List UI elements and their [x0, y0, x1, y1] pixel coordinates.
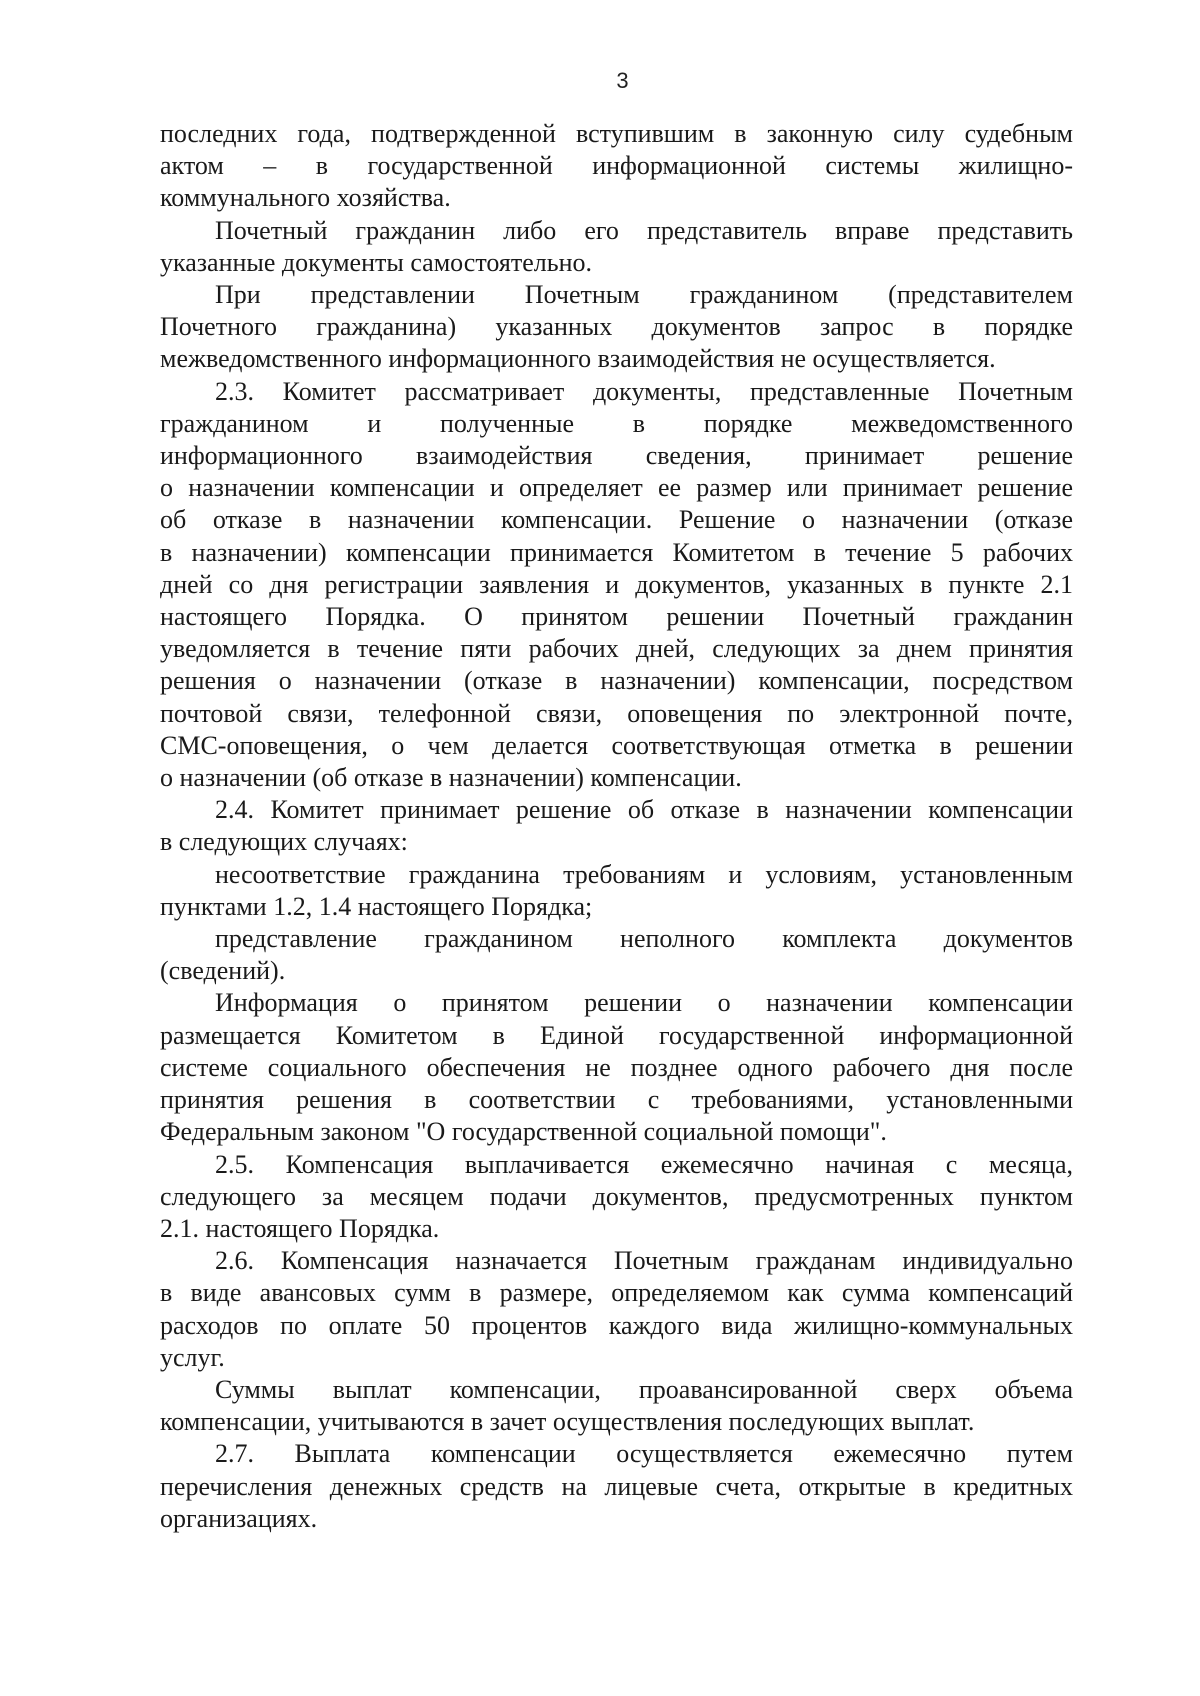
text-line: межведомственного информационного взаимодействия не осуществляется.: [160, 344, 996, 374]
text-line: перечисления денежных средств на лицевые счета, открытые в кредитных: [160, 1471, 1073, 1501]
text-line: размещается Комитетом в Единой государственной информационной: [160, 1020, 1073, 1050]
text-line: решения о назначении (отказе в назначении) компенсации, посредством: [160, 666, 1073, 696]
text-line: последних года, подтвержденной вступившим в законную силу судебным: [160, 119, 1073, 148]
text-line: в следующих случаях:: [160, 827, 408, 857]
text-line: При представлении Почетным гражданином (представителем: [215, 280, 1073, 310]
text-line: Федеральным законом "О государственной социальной помощи".: [160, 1117, 887, 1147]
text-line: 2.1. настоящего Порядка.: [160, 1213, 440, 1243]
text-line: почтовой связи, телефонной связи, оповещения по электронной почте,: [160, 698, 1073, 728]
text-line: Почетного гражданина) указанных документов запрос в порядке: [160, 312, 1073, 342]
text-line: 2.3. Комитет рассматривает документы, представленные Почетным: [215, 376, 1073, 406]
text-line: несоответствие гражданина требованиям и условиям, установленным: [215, 859, 1073, 889]
text-line: Суммы выплат компенсации, проавансированной сверх объема: [215, 1374, 1073, 1404]
text-line: представление гражданином неполного комплекта документов: [215, 924, 1073, 954]
text-line: актом – в государственной информационной системы жилищно-: [160, 151, 1073, 181]
text-line: коммунального хозяйства.: [160, 183, 451, 213]
text-line: информационного взаимодействия сведения, принимает решение: [160, 441, 1073, 471]
text-line: настоящего Порядка. О принятом решении Почетный гражданин: [160, 602, 1073, 632]
text-line: о назначении компенсации и определяет ее размер или принимает решение: [160, 473, 1073, 503]
text-line: об отказе в назначении компенсации. Решение о назначении (отказе: [160, 505, 1073, 535]
text-line: компенсации, учитываются в зачет осуществления последующих выплат.: [160, 1407, 975, 1437]
text-line: Информация о принятом решении о назначении компенсации: [215, 988, 1073, 1018]
text-line: СМС-оповещения, о чем делается соответствующая отметка в решении: [160, 730, 1073, 760]
text-line: дней со дня регистрации заявления и документов, указанных в пункте 2.1: [160, 569, 1073, 599]
text-line: принятия решения в соответствии с требованиями, установленными: [160, 1085, 1073, 1115]
text-line: Почетный гражданин либо его представитель вправе представить: [215, 215, 1073, 245]
text-line: расходов по оплате 50 процентов каждого вида жилищно-коммунальных: [160, 1310, 1073, 1340]
text-line: 2.7. Выплата компенсации осуществляется ежемесячно путем: [215, 1439, 1073, 1469]
text-line: организациях.: [160, 1503, 318, 1533]
page-number: 3: [616, 68, 629, 93]
text-line: системе социального обеспечения не позднее одного рабочего дня после: [160, 1052, 1073, 1082]
text-line: следующего за месяцем подачи документов, предусмотренных пунктом: [160, 1181, 1073, 1211]
text-line: в назначении) компенсации принимается Комитетом в течение 5 рабочих: [160, 537, 1073, 567]
text-line: гражданином и полученные в порядке межведомственного: [160, 408, 1073, 438]
text-line: (сведений).: [160, 956, 286, 986]
document-body: [160, 118, 1073, 1535]
text-line: уведомляется в течение пяти рабочих дней, следующих за днем принятия: [160, 634, 1073, 664]
text-line: в виде авансовых сумм в размере, определяемом как сумма компенсаций: [160, 1278, 1073, 1308]
text-line: указанные документы самостоятельно.: [160, 247, 592, 277]
text-line: 2.5. Компенсация выплачивается ежемесячно начиная с месяца,: [215, 1149, 1073, 1179]
text-line: пунктами 1.2, 1.4 настоящего Порядка;: [160, 891, 593, 921]
text-line: услуг.: [160, 1342, 225, 1372]
text-line: 2.4. Комитет принимает решение об отказе в назначении компенсации: [215, 795, 1073, 825]
text-line: 2.6. Компенсация назначается Почетным гражданам индивидуально: [215, 1246, 1073, 1276]
text-line: о назначении (об отказе в назначении) компенсации.: [160, 763, 742, 793]
